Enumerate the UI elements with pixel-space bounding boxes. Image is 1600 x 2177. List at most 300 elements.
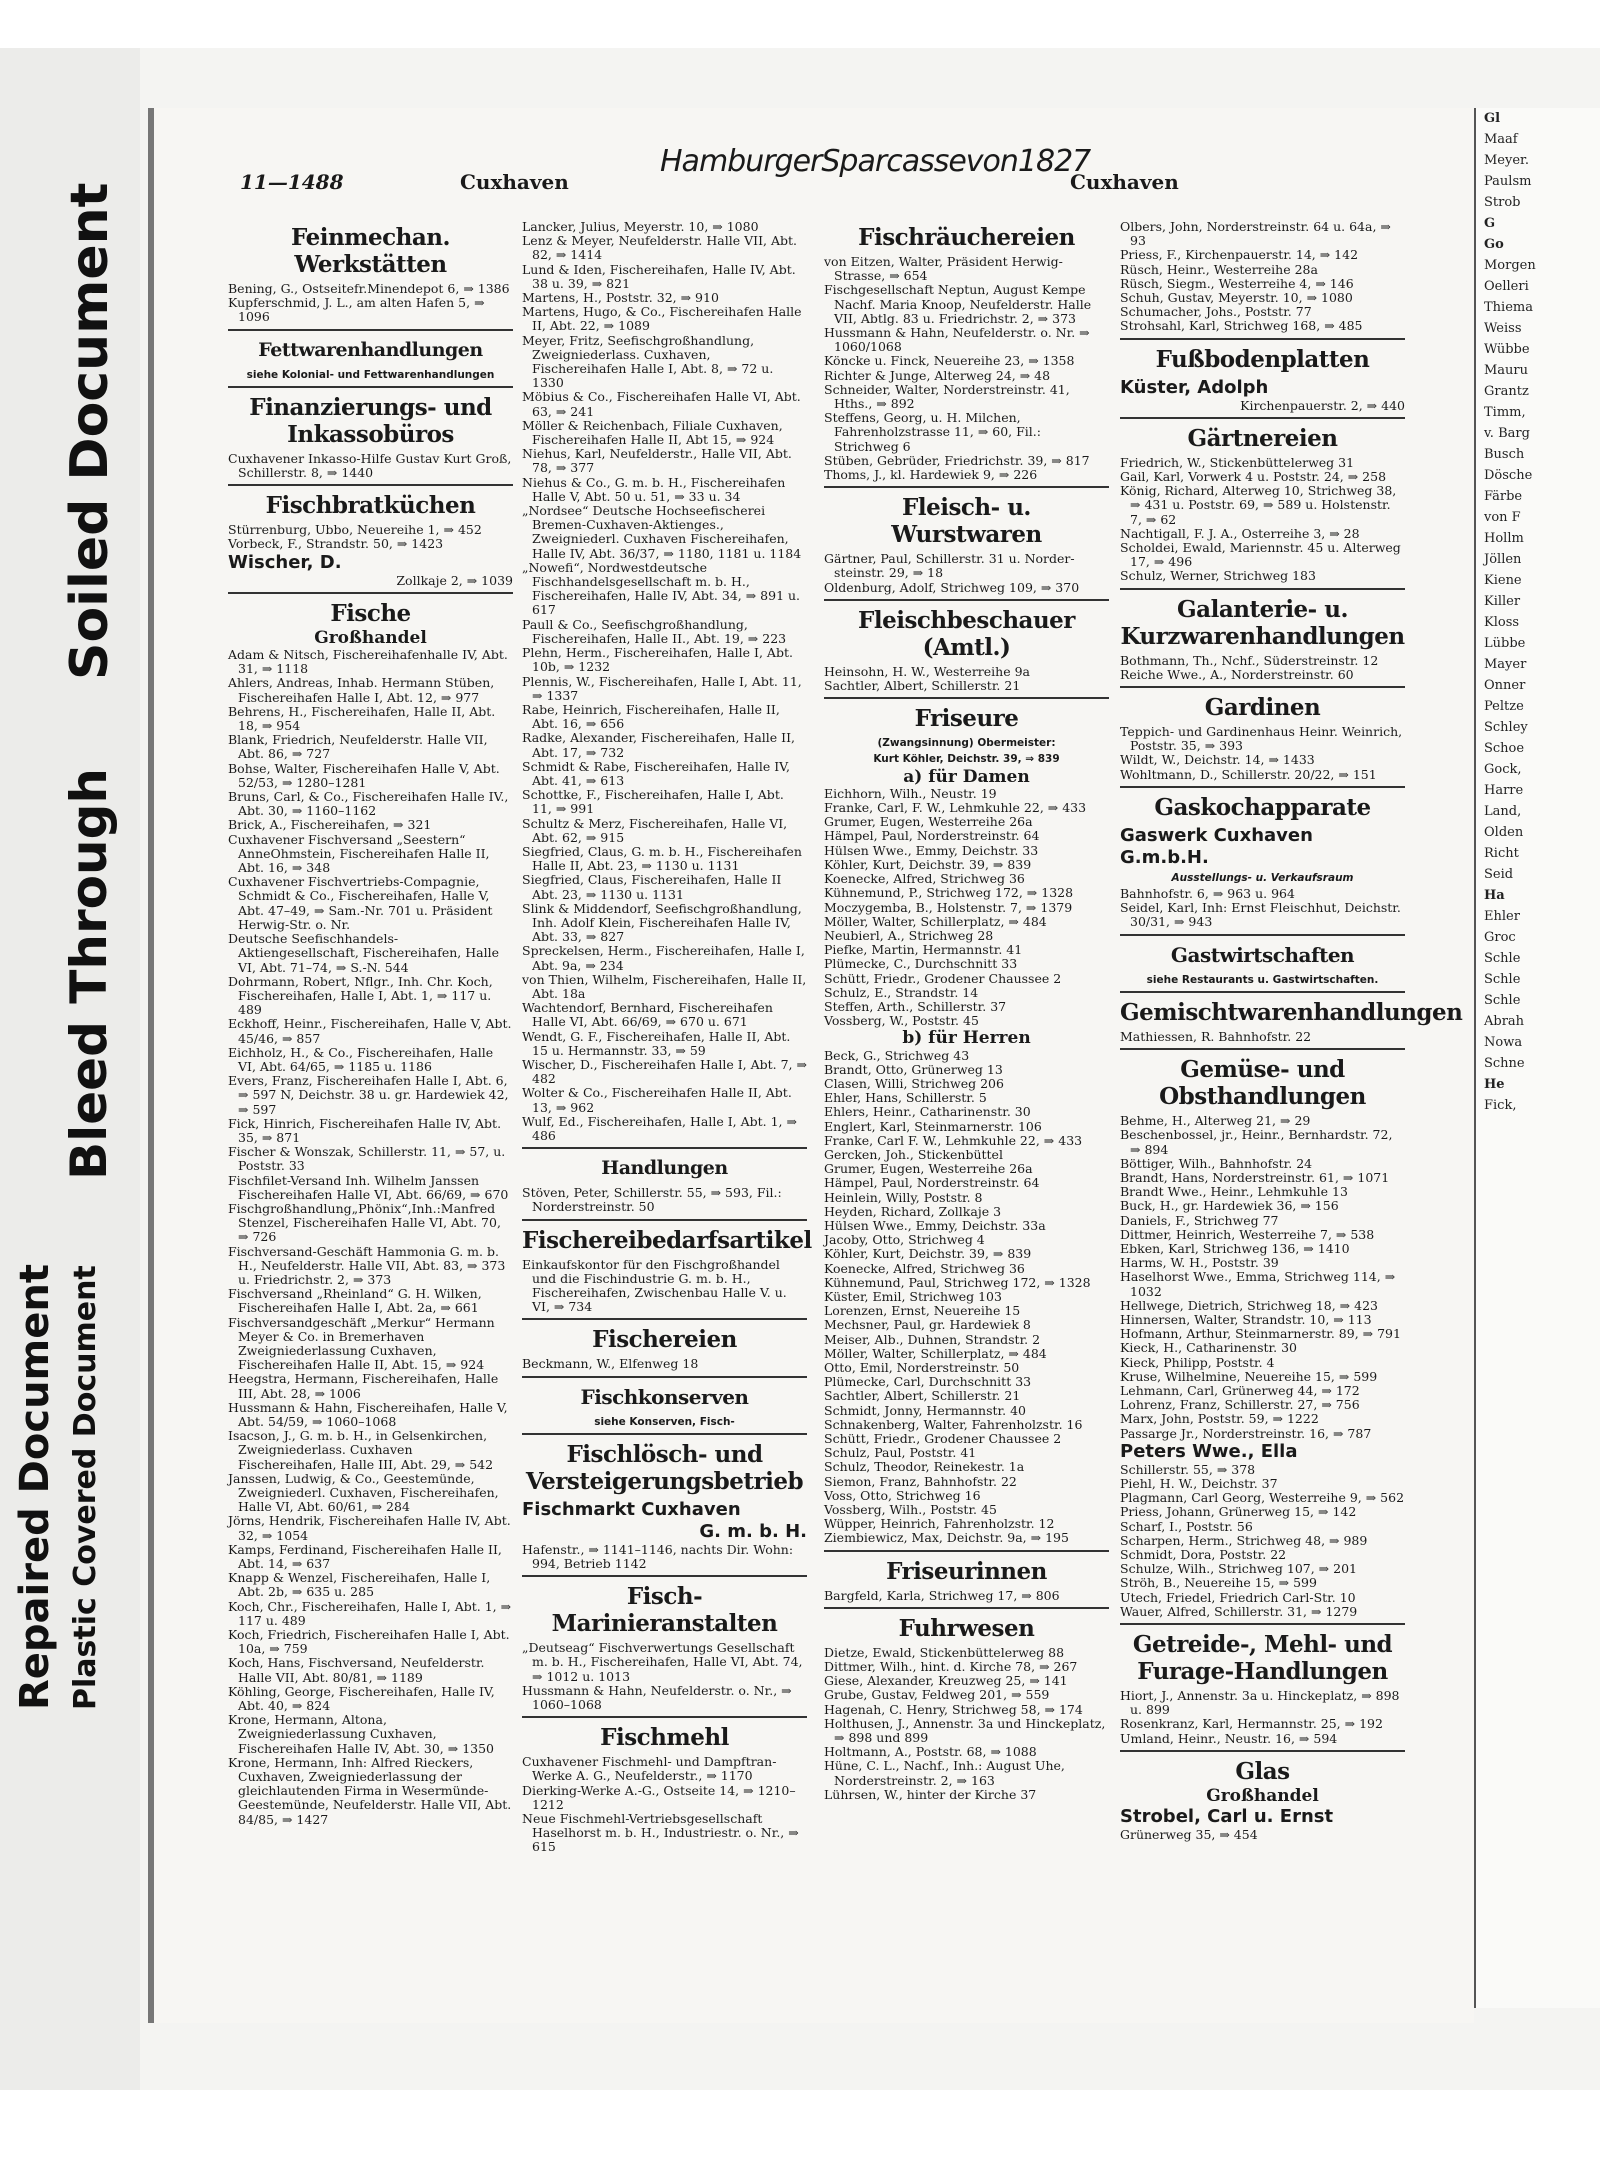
section-subtitle: Großhandel (1206, 1785, 1319, 1806)
bold-listing: Peters Wwe., Ella (1120, 1440, 1298, 1462)
next-page-fragment: Nowa (1484, 1035, 1523, 1050)
directory-entry: Dittmer, Heinrich, Westerreihe 7, ⇒ 538 (1120, 1226, 1375, 1242)
directory-entry: Evers, Franz, Fischereihafen Halle I, Abt. 6, ⇒ 597 N, Deichstr. 38 u. gr. Hardewiek 42, ⇒ 597 (228, 1073, 509, 1117)
entry-list (824, 1589, 1109, 1603)
next-page-fragment: Schne (1484, 1056, 1525, 1071)
section-title: Gemüse- und Obsthandlungen (1159, 1056, 1366, 1111)
directory-entry: Böttiger, Wilh., Bahnhofstr. 24 (1120, 1155, 1313, 1171)
section-title: Fischereien (592, 1326, 737, 1354)
directory-entry: Kupferschmid, J. L., am alten Hafen 5, ⇒ 1096 (228, 295, 485, 325)
next-page-fragment: Busch (1484, 447, 1525, 462)
next-page-fragment: Ha (1484, 888, 1505, 903)
next-page-fragment: Jöllen (1484, 552, 1522, 567)
page-header (240, 144, 1420, 200)
directory-entry: Behrens, H., Fischereihafen, Halle II, Abt. 18, ⇒ 954 (228, 703, 496, 734)
directory-entry: Oldenburg, Adolf, Strichweg 109, ⇒ 370 (824, 579, 1080, 595)
directory-entry: Bening, G., Ostseitefr.Minendepot 6, ⇒ 1386 (228, 281, 510, 296)
directory-entry: Kamps, Ferdinand, Fischereihafen Halle II, Abt. 14, ⇒ 637 (228, 1541, 502, 1572)
directory-entry: Vossberg, Wilh., Poststr. 45 (824, 1502, 997, 1518)
directory-entry: Schumacher, Johs., Poststr. 77 (1120, 304, 1312, 320)
section-subtitle: Großhandel (314, 627, 427, 648)
directory-entry: Koch, Hans, Fischversand, Neufelderstr. Halle VII, Abt. 80/81, ⇒ 1189 (228, 1655, 485, 1685)
entry-list (824, 665, 1109, 693)
entry-list (1120, 725, 1405, 782)
directory-entry: Kühnemund, Paul, Strichweg 172, ⇒ 1328 (824, 1274, 1091, 1290)
directory-entry: Radke, Alexander, Fischereihafen, Halle II, Abt. 17, ⇒ 732 (522, 730, 795, 760)
directory-entry: Deutsche Seefischhandels-Aktiengesellschaft, Fischereihafen, Halle VI, Abt. 71–74, ⇒ S.-N. 544 (228, 931, 499, 975)
directory-entry: Hofmann, Arthur, Steinmarnerstr. 89, ⇒ 791 (1120, 1326, 1401, 1342)
next-page-fragment: Kloss (1484, 615, 1520, 630)
next-page-edge (1474, 108, 1600, 2008)
section-title: Gemischtwarenhandlungen (1120, 998, 1463, 1026)
section-title: Fischlösch- und Versteigerungsbetrieb (525, 1440, 804, 1495)
directory-entry: Thoms, J., kl. Hardewiek 9, ⇒ 226 (824, 467, 1038, 483)
directory-entry: Dohrmann, Robert, Nflgr., Inh. Chr. Koch, Fischereihafen, Halle I, Abt. 1, ⇒ 117 u. 489 (228, 973, 493, 1018)
next-page-fragment: Weiss (1484, 321, 1522, 336)
section-title: Fußbodenplatten (1155, 345, 1370, 373)
next-page-fragment: Mayer (1484, 657, 1527, 672)
directory-entry: Brandt, Hans, Norderstreinstr. 61, ⇒ 1071 (1120, 1169, 1390, 1185)
column-3 (824, 220, 1109, 1802)
next-page-fragment: Meyer. (1484, 153, 1529, 168)
next-page-fragment: Grantz (1484, 384, 1529, 399)
directory-entry: Spreckelsen, Herm., Fischereihafen, Halle I, Abt. 9a, ⇒ 234 (522, 943, 805, 973)
directory-entry: Heyden, Richard, Zollkaje 3 (824, 1203, 1002, 1219)
directory-entry: Ebken, Karl, Strichweg 136, ⇒ 1410 (1120, 1240, 1350, 1256)
directory-entry: Scholdei, Ewald, Mariennstr. 45 u. Alterweg 17, ⇒ 496 (1120, 540, 1401, 570)
directory-entry: Rüsch, Heinr., Westerreihe 28a (1120, 261, 1318, 277)
directory-entry: Schnakenberg, Walter, Fahrenholzstr. 16 (824, 1416, 1083, 1432)
bold-listing: Fischmarkt Cuxhaven (522, 1498, 741, 1520)
section-title: Fischereibedarfsartikel (522, 1226, 812, 1254)
directory-entry: Dierking-Werke A.-G., Ostseite 14, ⇒ 1210–1212 (522, 1782, 796, 1812)
next-page-fragment: Groc (1484, 930, 1516, 945)
directory-entry: Haselhorst Wwe., Emma, Strichweg 114, ⇒ 1032 (1120, 1269, 1396, 1299)
directory-entry: Hafenstr., ⇒ 1141–1146, nachts Dir. Wohn: 994, Betrieb 1142 (522, 1541, 794, 1572)
directory-entry: Umland, Heinr., Neustr. 16, ⇒ 594 (1120, 1730, 1338, 1746)
next-page-fragment: Onner (1484, 678, 1526, 693)
directory-entry: Schultz & Merz, Fischereihafen, Halle VI, Abt. 62, ⇒ 915 (522, 815, 788, 845)
next-page-fragment: von F (1484, 510, 1521, 525)
directory-entry: Hagenah, C. Henry, Strichweg 58, ⇒ 174 (824, 1701, 1083, 1717)
directory-entry: Möbius & Co., Fischereihafen Halle VI, Abt. 63, ⇒ 241 (522, 389, 801, 419)
directory-entry: Schulze, Wilh., Strichweg 107, ⇒ 201 (1120, 1561, 1357, 1577)
entry-list (522, 220, 807, 1143)
directory-entry: Ströh, B., Neuereihe 15, ⇒ 599 (1120, 1575, 1317, 1591)
directory-entry: Grumer, Eugen, Westerreihe 26a (824, 814, 1033, 830)
directory-entry: Plehn, Herm., Fischereihafen, Halle I, Abt. 10b, ⇒ 1232 (522, 645, 793, 675)
entry-list (522, 1258, 807, 1315)
directory-entry: Nachtigall, F. J. A., Osterreihe 3, ⇒ 28 (1120, 525, 1360, 541)
directory-entry: Martens, Hugo, & Co., Fischereihafen Halle II, Abt. 22, ⇒ 1089 (522, 304, 802, 334)
next-page-fragment: Ehler (1484, 909, 1520, 924)
entry-list (824, 1646, 1109, 1802)
directory-entry: Clasen, Willi, Strichweg 206 (824, 1075, 1004, 1091)
directory-entry: Einkaufskontor für den Fischgroßhandel und die Fischindustrie G. m. b. H., Fischereihafen, Zwischenbau Halle V. u. VI, ⇒ 734 (522, 1256, 787, 1315)
directory-entry: Stöven, Peter, Schillerstr. 55, ⇒ 593, Fil.: Norderstreinstr. 50 (522, 1185, 782, 1215)
next-page-fragment: Seid (1484, 867, 1514, 882)
entry-list (228, 282, 513, 325)
directory-entry: Janssen, Ludwig, & Co., Geestemünde, Zweigniederl. Cuxhaven, Fischereihafen, Halle VI, Abt. 60/61, ⇒ 284 (228, 1470, 499, 1515)
directory-entry: Blank, Friedrich, Neufelderstr. Halle VII, Abt. 86, ⇒ 727 (228, 732, 488, 762)
directory-entry: Utech, Friedel, Friedrich Carl-Str. 10 (1120, 1589, 1356, 1605)
directory-entry: Strohsahl, Karl, Strichweg 168, ⇒ 485 (1120, 318, 1363, 334)
directory-entry: Köhler, Kurt, Deichstr. 39, ⇒ 839 (824, 856, 1032, 872)
column-4 (1120, 219, 1463, 1843)
directory-entry: Eichhorn, Wilh., Neustr. 19 (824, 785, 997, 801)
directory-entry: Jacoby, Otto, Strichweg 4 (824, 1232, 985, 1248)
next-page-fragment: Lübbe (1484, 636, 1526, 651)
directory-entry: Schmidt & Rabe, Fischereihafen, Halle IV, Abt. 41, ⇒ 613 (522, 758, 790, 788)
next-page-fragment: Schle (1484, 951, 1521, 966)
directory-entry: Lehmann, Carl, Grünerweg 44, ⇒ 172 (1120, 1382, 1360, 1398)
directory-entry: Kruse, Wilhelmine, Neuereihe 15, ⇒ 599 (1120, 1368, 1378, 1384)
directory-entry: Stüben, Gebrüder, Friedrichstr. 39, ⇒ 817 (824, 452, 1090, 468)
directory-entry: Plagmann, Carl Georg, Westerreihe 9, ⇒ 562 (1120, 1490, 1405, 1506)
entry-list (228, 648, 513, 1827)
directory-entry: Hinnersen, Walter, Strandstr. 10, ⇒ 113 (1120, 1311, 1372, 1327)
section-title: Galanterie- u. Kurzwarenhandlungen (1120, 595, 1405, 650)
directory-entry: Bohse, Walter, Fischereihafen Halle V, Abt. 52/53, ⇒ 1280–1281 (228, 760, 500, 790)
section-title: Fische (330, 599, 411, 627)
directory-entry: Dietze, Ewald, Stickenbüttelerweg 88 (824, 1644, 1065, 1660)
next-page-fragment: Gock, (1484, 762, 1522, 777)
next-page-fragment: Kiene (1484, 573, 1522, 588)
next-page-fragment: Dösche (1484, 468, 1533, 483)
directory-entry: Fischversand „Rheinland“ G. H. Wilken, Fischereihafen Halle I, Abt. 2a, ⇒ 661 (228, 1286, 482, 1316)
directory-entry: Eichholz, H., & Co., Fischereihafen, Halle VI, Abt. 64/65, ⇒ 1185 u. 1186 (228, 1044, 494, 1074)
directory-entry: Teppich- und Gardinenhaus Heinr. Weinrich, Poststr. 35, ⇒ 393 (1120, 724, 1403, 754)
directory-entry: Schulz, Theodor, Reinekestr. 1a (824, 1459, 1025, 1475)
next-page-fragment: Oelleri (1484, 279, 1529, 294)
directory-entry: Neue Fischmehl-Vertriebsgesellschaft Haselhorst m. b. H., Industriestr. o. Nr., ⇒ 615 (522, 1811, 799, 1855)
label-bleed-through: Bleed Through (60, 768, 118, 1180)
section-title: Gardinen (1204, 694, 1321, 722)
next-page-fragment: Schoe (1484, 741, 1525, 756)
directory-entry: Kühnemund, P., Strichweg 172, ⇒ 1328 (824, 885, 1074, 901)
directory-entry: Kieck, H., Catharinenstr. 30 (1120, 1340, 1297, 1356)
directory-entry: Marx, John, Poststr. 59, ⇒ 1222 (1120, 1411, 1319, 1427)
directory-entry: Sachtler, Albert, Schillerstr. 21 (824, 1388, 1021, 1404)
directory-entry: Steffens, Georg, u. H. Milchen, Fahrenholzstrasse 11, ⇒ 60, Fil.: Strichweg 6 (824, 410, 1041, 454)
directory-entry: Holthusen, J., Annenstr. 3a und Hinckeplatz, ⇒ 898 und 899 (824, 1715, 1106, 1746)
section-title: Handlungen (601, 1157, 728, 1180)
directory-entry: Wulf, Ed., Fischereihafen, Halle I, Abt. 1, ⇒ 486 (522, 1113, 797, 1143)
next-page-fragment: Timm, (1484, 405, 1526, 420)
entry-list (824, 255, 1109, 482)
header-ad-sparcasse: HamburgerSparcassevon1827 (660, 144, 1091, 179)
label-repaired-document: Repaired Document (12, 1264, 58, 1710)
column-1 (228, 220, 513, 1827)
directory-entry: Schütt, Friedr., Grodener Chaussee 2 (824, 970, 1062, 986)
next-page-fragment: Morgen (1484, 258, 1536, 273)
directory-entry: Siegfried, Claus, Fischereihafen, Halle II Abt. 23, ⇒ 1130 u. 1131 (522, 872, 782, 902)
directory-entry: Behme, H., Alterweg 21, ⇒ 29 (1120, 1113, 1311, 1129)
directory-entry: Schulz, Paul, Poststr. 41 (824, 1445, 977, 1461)
directory-entry: Grube, Gustav, Feldweg 201, ⇒ 559 (824, 1687, 1050, 1703)
directory-entry: Daniels, F., Strichweg 77 (1120, 1212, 1279, 1228)
section-title: Gastwirtschaften (1170, 942, 1355, 967)
section-note: siehe Restaurants u. Gastwirtschaften. (1146, 973, 1379, 986)
bold-listing-address: Kirchenpauerstr. 2, ⇒ 440 (1240, 397, 1405, 413)
directory-entry: Meiser, Alb., Duhnen, Strandstr. 2 (824, 1331, 1041, 1347)
directory-entry: Siemon, Franz, Bahnhofstr. 22 (824, 1473, 1017, 1489)
directory-entry: „Nowefi“, Nordwestdeutsche Fischhandelsgesellschaft m. b. H., Fischereihafen, Halle IV, Abt. 34, ⇒ 891 u. 617 (522, 559, 801, 618)
directory-entry: Schmidt, Jonny, Hermannstr. 40 (824, 1402, 1026, 1418)
directory-entry: Piefke, Martin, Hermannstr. 41 (824, 942, 1023, 958)
entry-list (1120, 1828, 1405, 1842)
section-title: Friseure (914, 705, 1019, 733)
directory-entry: Wolter & Co., Fischereihafen Halle II, Abt. 13, ⇒ 962 (522, 1085, 792, 1115)
directory-entry: Küster, Emil, Strichweg 103 (824, 1288, 1002, 1304)
directory-entry: Bothmann, Th., Nchf., Süderstreinstr. 12 (1120, 652, 1379, 668)
label-plastic-covered-document: Plastic Covered Document (68, 1265, 103, 1710)
directory-entry: Beschenbossel, jr., Heinr., Bernhardstr. 72, ⇒ 894 (1120, 1127, 1393, 1157)
section-subtitle: b) für Herren (902, 1028, 1031, 1049)
directory-entry: Hämpel, Paul, Norderstreinstr. 64 (824, 828, 1040, 844)
directory-entry: Dittmer, Wilh., hint. d. Kirche 78, ⇒ 267 (824, 1659, 1078, 1675)
section-title: Fuhrwesen (898, 1614, 1035, 1642)
directory-entry: Seidel, Karl, Inh: Ernst Fleischhut, Deichstr. 30/31, ⇒ 943 (1120, 900, 1401, 930)
directory-entry: Hülsen Wwe., Emmy, Deichstr. 33a (824, 1217, 1046, 1233)
bold-listing: Wischer, D. (228, 551, 342, 573)
entry-list (1120, 220, 1405, 334)
directory-entry: Stürrenburg, Ubbo, Neuereihe 1, ⇒ 452 (228, 522, 482, 538)
entry-list (1120, 654, 1405, 682)
directory-entry: Ziembiewicz, Max, Deichstr. 9a, ⇒ 195 (824, 1530, 1069, 1546)
obermeister: Kurt Köhler, Deichstr. 39, ⇒ 839 (873, 753, 1060, 766)
directory-entry: Hülsen Wwe., Emmy, Deichstr. 33 (824, 842, 1039, 858)
directory-entry: Lancker, Julius, Meyerstr. 10, ⇒ 1080 (522, 219, 759, 234)
directory-entry: Schmidt, Dora, Poststr. 22 (1120, 1546, 1287, 1562)
directory-entry: Heinsohn, H. W., Westerreihe 9a (824, 663, 1030, 679)
directory-entry: Scharpen, Herm., Strichweg 48, ⇒ 989 (1120, 1532, 1368, 1548)
section-title: Fisch-Marinieranstalten (551, 1583, 778, 1638)
directory-entry: Koenecke, Alfred, Strichweg 36 (824, 1260, 1025, 1276)
directory-entry: Wendt, G. F., Fischereihafen, Halle II, Abt. 15 u. Hermannstr. 33, ⇒ 59 (522, 1028, 791, 1058)
entry-list (824, 787, 1109, 1028)
directory-entry: von Thien, Wilhelm, Fischereihafen, Halle II, Abt. 18a (522, 971, 807, 1001)
directory-entry: Hussmann & Hahn, Neufelderstr. o. Nr. ⇒ 1060/1068 (824, 325, 1090, 355)
entry-list (522, 1543, 807, 1571)
entry-list (1120, 1114, 1405, 1441)
next-page-fragment: He (1484, 1077, 1505, 1092)
next-page-fragment: Wübbe (1484, 342, 1530, 357)
directory-entry: Rosenkranz, Karl, Hermannstr. 25, ⇒ 192 (1120, 1716, 1383, 1732)
next-page-fragment: Mauru (1484, 363, 1529, 378)
entry-list (1120, 887, 1405, 930)
directory-entry: Wohltmann, D., Schillerstr. 20/22, ⇒ 151 (1120, 766, 1377, 782)
next-page-fragment: Paulsm (1484, 174, 1532, 189)
bold-listing: Küster, Adolph (1120, 376, 1269, 398)
label-soiled-document: Soiled Document (60, 182, 120, 680)
bold-listing: Strobel, Carl u. Ernst (1120, 1806, 1334, 1828)
directory-entry: Krone, Hermann, Altona, Zweigniederlassung Cuxhaven, Fischereihafen Halle IV, Abt. 30, ⇒ 1350 (228, 1712, 495, 1756)
directory-entry: Sachtler, Albert, Schillerstr. 21 (824, 678, 1021, 694)
directory-entry: Cuxhavener Inkasso-Hilfe Gustav Kurt Groß, Schillerstr. 8, ⇒ 1440 (228, 450, 512, 481)
directory-entry: Krone, Hermann, Inh: Alfred Rieckers, Cuxhaven, Zweigniederlassung der gleichlautenden Firma in Wesermünde-Geestemünde, Neufelderstr. Halle VII, Abt. 84/85, ⇒ 1427 (228, 1754, 512, 1827)
directory-entry: Cuxhavener Fischvertriebs-Compagnie, Schmidt & Co., Fischereihafen, Halle V, Abt. 47–49, ⇒ Sam.-Nr. 701 u. Präsident Herwig-Str. o. Nr. (228, 874, 493, 932)
directory-entry: Franke, Carl F. W., Lehmkuhle 22, ⇒ 433 (824, 1132, 1083, 1148)
next-page-fragment: v. Barg (1484, 426, 1530, 441)
directory-entry: Fischgesellschaft Neptun, August Kempe Nachf. Maria Knoop, Neufelderstr. Halle VII, Abtlg. 83 u. Friedrichstr. 2, ⇒ 373 (824, 282, 1092, 326)
directory-entry: Koch, Friedrich, Fischereihafen Halle I, Abt. 10a, ⇒ 759 (228, 1627, 510, 1657)
directory-entry: Piehl, H. W., Deichstr. 37 (1120, 1475, 1278, 1491)
directory-entry: Hussmann & Hahn, Fischereihafen, Halle V, Abt. 54/59, ⇒ 1060–1068 (228, 1399, 508, 1429)
next-page-fragment: Olden (1484, 825, 1524, 840)
directory-entry: Passarge Jr., Norderstreinstr. 16, ⇒ 787 (1120, 1425, 1372, 1441)
directory-entry: Reiche Wwe., A., Norderstreinstr. 60 (1120, 666, 1354, 682)
directory-entry: Wildt, W., Deichstr. 14, ⇒ 1433 (1120, 752, 1315, 768)
entry-list (522, 1641, 807, 1712)
directory-entry: Lohrenz, Franz, Schillerstr. 27, ⇒ 756 (1120, 1397, 1360, 1413)
bold-listing-suffix: G. m. b. H. (699, 1520, 807, 1542)
page-number: 11—1488 (240, 170, 344, 194)
directory-entry: Richter & Junge, Alterweg 24, ⇒ 48 (824, 367, 1051, 383)
directory-entry: Bargfeld, Karla, Strichweg 17, ⇒ 806 (824, 1587, 1060, 1603)
directory-entry: König, Richard, Alterweg 10, Strichweg 38, ⇒ 431 u. Poststr. 69, ⇒ 589 u. Holstenstr. 7, ⇒ 62 (1120, 483, 1397, 527)
directory-entry: Steffen, Arth., Schillerstr. 37 (824, 998, 1007, 1014)
directory-entry: Brick, A., Fischereihafen, ⇒ 321 (228, 817, 432, 833)
section-note: siehe Konserven, Fisch- (594, 1415, 735, 1428)
directory-entry: Brandt, Otto, Grünerweg 13 (824, 1061, 1003, 1077)
section-title: Fischmehl (600, 1724, 729, 1752)
next-page-fragment: Hollm (1484, 531, 1524, 546)
directory-entry: Plümecke, Carl, Durchschnitt 33 (824, 1374, 1032, 1390)
directory-entry: Mechsner, Paul, gr. Hardewiek 8 (824, 1317, 1031, 1333)
next-page-fragment: Färbe (1484, 489, 1523, 504)
section-title: Gaskochapparate (1154, 793, 1371, 821)
next-page-fragment: Thiema (1484, 300, 1533, 315)
directory-entry: Gail, Karl, Vorwerk 4 u. Poststr. 24, ⇒ 258 (1120, 469, 1387, 485)
directory-entry: Ahlers, Andreas, Inhab. Hermann Stüben, Fischereihafen Halle I, Abt. 12, ⇒ 977 (228, 675, 495, 705)
entry-list (228, 452, 513, 480)
directory-entry: Adam & Nitsch, Fischereihafenhalle IV, Abt. 31, ⇒ 1118 (228, 647, 508, 677)
directory-entry: Gercken, Joh., Stickenbüttel (824, 1146, 1003, 1162)
entry-list (1120, 456, 1405, 584)
next-page-fragment: Gl (1484, 111, 1501, 126)
section-title: Getreide-, Mehl- und Furage-Handlungen (1132, 1631, 1393, 1685)
section-title: Fischkonserven (580, 1384, 749, 1409)
directory-entry: Kieck, Philipp, Poststr. 4 (1120, 1354, 1275, 1370)
entry-list (522, 1357, 807, 1371)
directory-entry: Hüne, C. L., Nachf., Inh.: August Uhe, Norderstreinstr. 2, ⇒ 163 (824, 1758, 1065, 1788)
directory-entry: Hussmann & Hahn, Neufelderstr. o. Nr., ⇒ 1060–1068 (522, 1682, 792, 1713)
directory-entry: Heegstra, Hermann, Fischereihafen, Halle III, Abt. 28, ⇒ 1006 (228, 1371, 499, 1401)
next-page-fragment: Richt (1484, 846, 1519, 861)
directory-entry: Fischgroßhandlung„Phönix“,Inh.:Manfred Stenzel, Fischereihafen Halle VI, Abt. 70, ⇒ 726 (228, 1200, 501, 1245)
column-2 (522, 219, 812, 1855)
next-page-fragment: Go (1484, 237, 1504, 252)
entry-list (522, 1755, 807, 1854)
directory-entry: Harms, W. H., Poststr. 39 (1120, 1255, 1279, 1271)
directory-entry: Fischversand-Geschäft Hammonia G. m. b. H., Neufelderstr. Halle VII, Abt. 83, ⇒ 373 u. Friedrichstr. 2, ⇒ 373 (228, 1243, 506, 1287)
directory-entry: Neubierl, A., Strichweg 28 (824, 927, 994, 943)
directory-entry: Heinlein, Willy, Poststr. 8 (824, 1189, 983, 1205)
directory-entry: Meyer, Fritz, Seefischgroßhandlung, Zweigniederlass. Cuxhaven, Fischereihafen Halle I, Abt. 8, ⇒ 72 u. 1330 (522, 332, 774, 391)
directory-entry: Schulz, E., Strandstr. 14 (824, 984, 979, 1000)
directory-entry: Paull & Co., Seefischgroßhandlung, Fischereihafen, Halle II., Abt. 19, ⇒ 223 (522, 616, 787, 646)
directory-entry: Fischfilet-Versand Inh. Wilhelm Janssen Fischereihafen Halle VI, Abt. 66/69, ⇒ 670 (228, 1172, 509, 1202)
directory-entry: Cuxhavener Fischmehl- und Dampftran-Werke A. G., Neufelderstr., ⇒ 1170 (522, 1754, 777, 1784)
bottom-margin (0, 2090, 1600, 2177)
directory-entry: Bruns, Carl, & Co., Fischereihafen Halle IV., Abt. 30, ⇒ 1160–1162 (228, 789, 509, 819)
next-page-fragment: Killer (1484, 594, 1521, 609)
directory-entry: Köhling, George, Fischereihafen, Halle IV, Abt. 40, ⇒ 824 (228, 1683, 495, 1714)
entry-list (824, 1049, 1109, 1546)
directory-entry: Eckhoff, Heinr., Fischereihafen, Halle V, Abt. 45/46, ⇒ 857 (228, 1016, 512, 1046)
directory-entry: von Eitzen, Walter, Präsident Herwig-Strasse, ⇒ 654 (824, 254, 1063, 284)
directory-entry: Wauer, Alfred, Schillerstr. 31, ⇒ 1279 (1120, 1603, 1358, 1619)
directory-entry: Vorbeck, F., Strandstr. 50, ⇒ 1423 (228, 536, 444, 552)
top-margin (0, 0, 1600, 48)
directory-entry: Cuxhavener Fischversand „Seestern“ AnneOhmstein, Fischereihafen Halle II, Abt. 16, ⇒ 348 (228, 831, 490, 876)
directory-entry: Jörns, Hendrik, Fischereihafen Halle IV, Abt. 32, ⇒ 1054 (228, 1513, 511, 1543)
directory-entry: Grumer, Eugen, Westerreihe 26a (824, 1161, 1033, 1177)
next-page-fragment: Schle (1484, 972, 1521, 987)
section-title: Fischräuchereien (858, 224, 1075, 251)
directory-entry: Fick, Hinrich, Fischereihafen Halle IV, Abt. 35, ⇒ 871 (228, 1115, 502, 1145)
directory-entry: Hellwege, Dietrich, Strichweg 18, ⇒ 423 (1120, 1297, 1378, 1313)
section-title: Feinmechan. Werkstätten (291, 224, 450, 278)
section-title: Fleisch- u. Wurstwaren (891, 494, 1042, 549)
directory-entry: Vossberg, W., Poststr. 45 (824, 1013, 979, 1029)
section-note: (Zwangsinnung) Obermeister: (877, 737, 1056, 750)
next-page-fragment: Schle (1484, 993, 1521, 1008)
directory-entry: Wischer, D., Fischereihafen Halle I, Abt. 7, ⇒ 482 (522, 1056, 807, 1087)
entry-list (824, 552, 1109, 595)
next-page-fragment: Strob (1484, 195, 1521, 210)
directory-entry: Lund & Iden, Fischereihafen, Halle IV, Abt. 38 u. 39, ⇒ 821 (522, 261, 796, 291)
directory-entry: Ehler, Hans, Schillerstr. 5 (824, 1090, 987, 1106)
directory-entry: Schuh, Gustav, Meyerstr. 10, ⇒ 1080 (1120, 290, 1353, 306)
section-title: Glas (1235, 1757, 1290, 1785)
section-title: Fischbratküchen (265, 492, 476, 520)
entry-list (522, 1186, 807, 1214)
directory-entry: Möller & Reichenbach, Filiale Cuxhaven, Fischereihafen Halle II, Abt 15, ⇒ 924 (522, 417, 783, 448)
section-title: Gärtnereien (1187, 424, 1338, 452)
directory-entry: Moczygemba, B., Holstenstr. 7, ⇒ 1379 (824, 899, 1073, 915)
directory-entry: Hiort, J., Annenstr. 3a u. Hinckeplatz, ⇒ 898 u. 899 (1120, 1688, 1400, 1718)
directory-entry: „Deutseag“ Fischverwertungs Gesellschaft m. b. H., Fischereihafen, Halle VI, Abt. 74, ⇒ 1012 u. 1013 (522, 1640, 803, 1684)
directory-entry: Plümecke, C., Durchschnitt 33 (824, 956, 1018, 972)
next-page-fragment: G (1484, 216, 1496, 231)
directory-entry: Franke, Carl, F. W., Lehmkuhle 22, ⇒ 433 (824, 800, 1087, 816)
section-title: Fleischbeschauer (Amtl.) (858, 606, 1075, 661)
directory-entry: Köhler, Kurt, Deichstr. 39, ⇒ 839 (824, 1246, 1032, 1262)
entry-list (1120, 1463, 1405, 1619)
directory-entry: Siegfried, Claus, G. m. b. H., Fischereihafen Halle II, Abt. 23, ⇒ 1130 u. 1131 (522, 843, 802, 874)
bold-listing: Gaswerk Cuxhaven G.m.b.H. (1120, 824, 1313, 868)
directory-entry: Slink & Middendorf, Seefischgroßhandlung, Inh. Adolf Klein, Fischereihafen Halle IV, Abt. 33, ⇒ 827 (522, 900, 802, 945)
directory-entry: Bahnhofstr. 6, ⇒ 963 u. 964 (1120, 886, 1295, 902)
next-page-fragment: Abrah (1484, 1014, 1525, 1029)
entry-list (1120, 1030, 1405, 1044)
directory-entry: Rabe, Heinrich, Fischereihafen, Halle II, Abt. 16, ⇒ 656 (522, 701, 780, 732)
directory-entry: Voss, Otto, Strichweg 16 (824, 1487, 981, 1503)
directory-entry: Otto, Emil, Norderstreinstr. 50 (824, 1360, 1020, 1375)
directory-entry: Ehlers, Heinr., Catharinenstr. 30 (824, 1104, 1031, 1120)
directory-entry: Rüsch, Siegm., Westerreihe 4, ⇒ 146 (1120, 275, 1354, 291)
next-page-fragment: Land, (1484, 804, 1522, 819)
next-page-fragment: Schley (1484, 720, 1528, 735)
directory-entry: Schillerstr. 55, ⇒ 378 (1120, 1461, 1256, 1477)
directory-entry: Niehus, Karl, Neufelderstr., Halle VII, Abt. 78, ⇒ 377 (522, 446, 792, 476)
directory-entry: Isacson, J., G. m. b. H., in Gelsenkirchen, Zweigniederlass. Cuxhaven Fischereihafen, Halle III, Abt. 29, ⇒ 542 (228, 1428, 494, 1472)
directory-entry: Schneider, Walter, Norderstreinstr. 41, Hths., ⇒ 892 (824, 381, 1070, 412)
directory-entry: Friedrich, W., Stickenbüttelerweg 31 (1120, 454, 1355, 470)
directory-entry: Lorenzen, Ernst, Neuereihe 15 (824, 1303, 1021, 1319)
